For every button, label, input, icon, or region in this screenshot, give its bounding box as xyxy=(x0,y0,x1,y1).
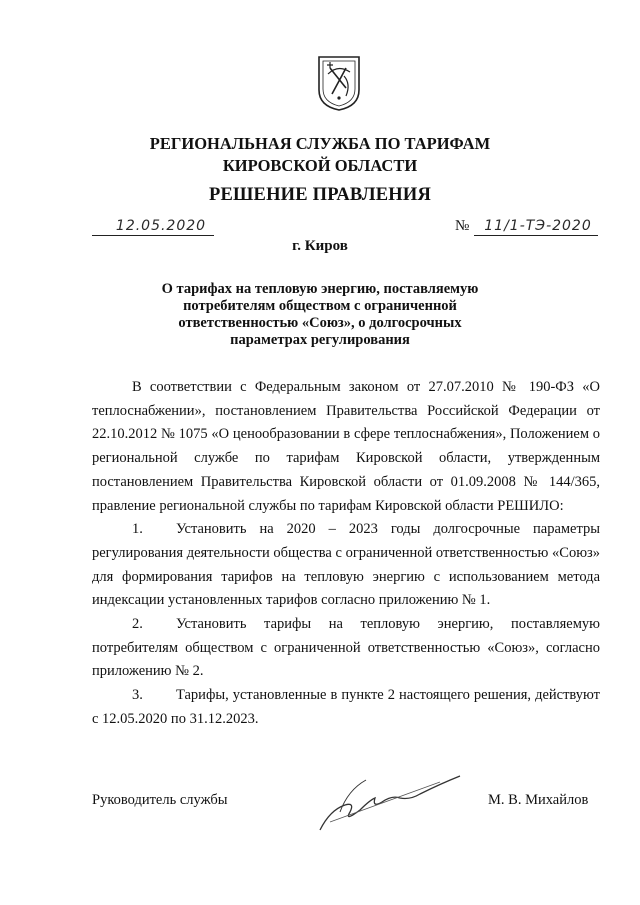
handwritten-number: 11/1-ТЭ-2020 xyxy=(484,218,592,234)
city-label: г. Киров xyxy=(292,238,348,254)
decision-item xyxy=(92,518,600,613)
org-title-line1: РЕГИОНАЛЬНАЯ СЛУЖБА ПО ТАРИФАМ xyxy=(149,134,491,153)
item-number: 2. xyxy=(132,616,143,633)
handwritten-signature-icon xyxy=(300,750,470,850)
signer-name: М. В. Михайлов xyxy=(488,792,589,808)
decision-item xyxy=(92,613,600,684)
signer-position: Руководитель службы xyxy=(92,792,228,808)
document-subject xyxy=(150,281,490,349)
coat-of-arms-emblem xyxy=(316,54,362,112)
item-text: Тарифы, установленные в пункте 2 настоящего решения, действуют с 12.05.2020 по 31.12.2023. xyxy=(92,687,600,727)
subject-line2: потребителям обществом с ограниченной xyxy=(183,298,457,314)
subject-line4: параметрах регулирования xyxy=(230,332,410,348)
item-text: Установить тарифы на тепловую энергию, поставляемую потребителям обществом с ограниченной ответственностью «Союз», согласно приложению № 2. xyxy=(92,616,600,680)
item-number: 3. xyxy=(132,687,143,704)
number-underline xyxy=(474,235,598,236)
preamble-paragraph: В соответствии с Федеральным законом от 27.07.2010 № 190-ФЗ «О теплоснабжении», постановлением Правительства Российской Федерации от 22.10.2012 № 1075 «О ценообразовании в сфере теплоснабжения», Положением о региональной службе по тарифам Кировской области, утвержденным постановлением Правительства Кировской области от 01.09.2008 № 144/365, правление региональной службы по тарифам Кировской области РЕШИЛО: xyxy=(92,379,600,514)
number-label: № xyxy=(455,218,470,234)
document-kind-title: РЕШЕНИЕ ПРАВЛЕНИЯ xyxy=(208,185,432,205)
org-title-line2: КИРОВСКОЙ ОБЛАСТИ xyxy=(222,156,418,175)
date-underline xyxy=(92,235,214,236)
organization-title xyxy=(100,133,540,177)
document-body xyxy=(92,376,600,732)
item-text: Установить на 2020 – 2023 годы долгосрочные параметры регулирования деятельности общества с ограниченной ответственностью «Союз» для формирования тарифов на тепловую энергию с использованием метода индексации установленных тарифов согласно приложению № 1. xyxy=(92,521,600,609)
subject-line1: О тарифах на тепловую энергию, поставляемую xyxy=(161,281,479,297)
decision-item xyxy=(92,684,600,731)
handwritten-date: 12.05.2020 xyxy=(115,218,207,234)
subject-line3: ответственностью «Союз», о долгосрочных xyxy=(178,315,462,331)
item-number: 1. xyxy=(132,521,143,538)
